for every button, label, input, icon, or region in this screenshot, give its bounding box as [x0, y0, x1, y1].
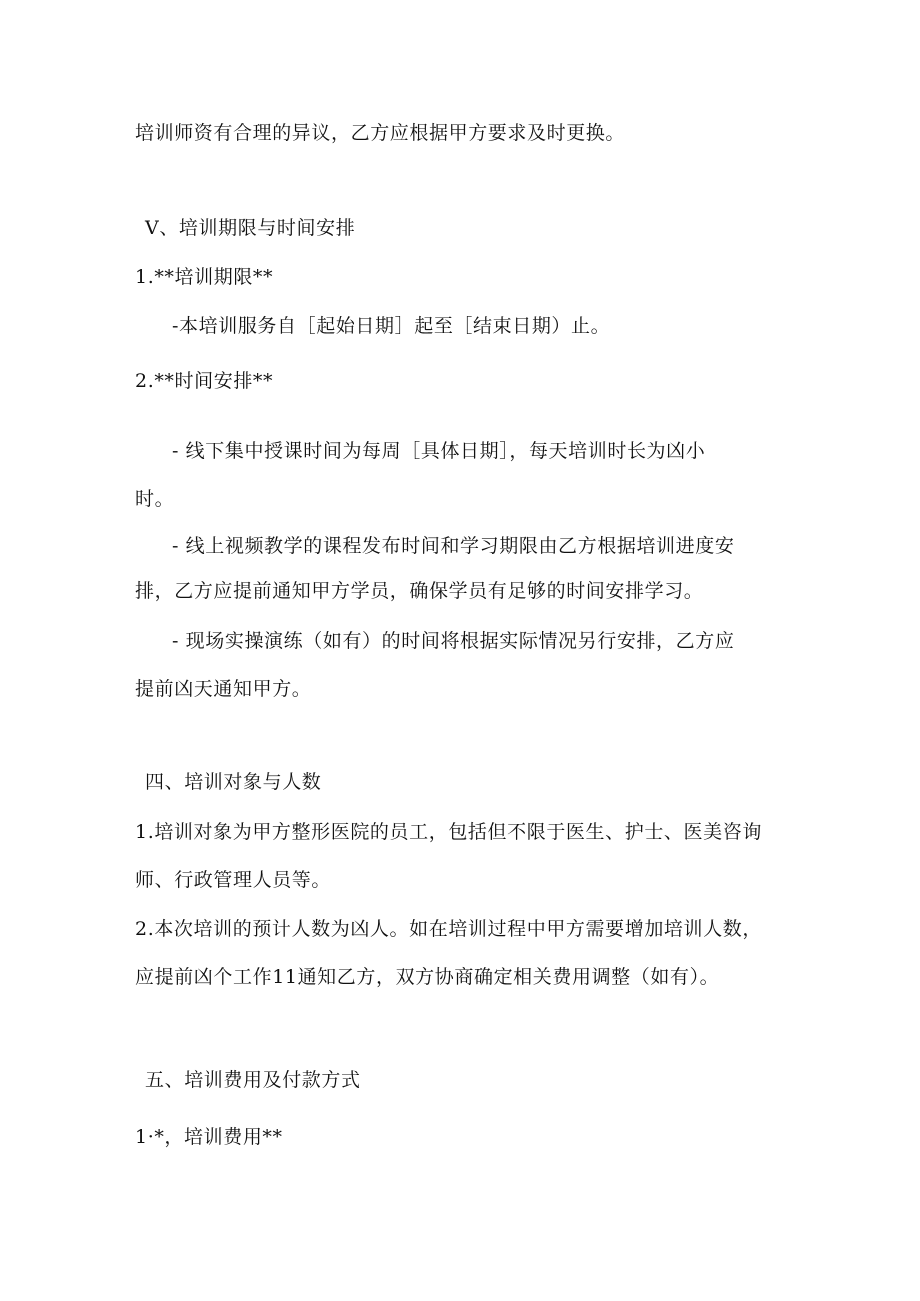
subheading: 2.**时间安排** — [135, 370, 274, 392]
paragraph-line: 排，乙方应提前通知甲方学员，确保学员有足够的时间安排学习。 — [135, 580, 704, 602]
paragraph-line: 时。 — [135, 488, 175, 510]
section-heading: V、培训期限与时间安排 — [145, 217, 356, 239]
paragraph-line: 师、行政管理人员等。 — [135, 869, 332, 891]
paragraph-line: 2.本次培训的预计人数为凶人。如在培训过程中甲方需要增加培训人数， — [135, 918, 762, 940]
paragraph-line: 培训师资有合理的异议，乙方应根据甲方要求及时更换。 — [135, 122, 626, 144]
section-heading: 五、培训费用及付款方式 — [145, 1069, 361, 1091]
paragraph-line: -本培训服务自［起始日期］起至［结束日期）止。 — [172, 315, 611, 337]
paragraph-line: 1.培训对象为甲方整形医院的员工，包括但不限于医生、护士、医美咨询 — [135, 821, 762, 843]
section-heading: 四、培训对象与人数 — [145, 771, 322, 793]
paragraph-line: 应提前凶个工作11通知乙方，双方协商确定相关费用调整（如有）。 — [135, 966, 720, 988]
subheading: 1.**培训期限** — [135, 266, 274, 288]
subheading: 1·*，培训费用** — [135, 1126, 283, 1148]
paragraph-line: - 现场实操演练（如有）的时间将根据实际情况另行安排，乙方应 — [172, 630, 735, 652]
paragraph-line: 提前凶天通知甲方。 — [135, 678, 312, 700]
paragraph-line: - 线上视频教学的课程发布时间和学习期限由乙方根据培训进度安 — [172, 535, 735, 557]
paragraph-line: - 线下集中授课时间为每周［具体日期］，每天培训时长为凶小 — [172, 440, 706, 462]
